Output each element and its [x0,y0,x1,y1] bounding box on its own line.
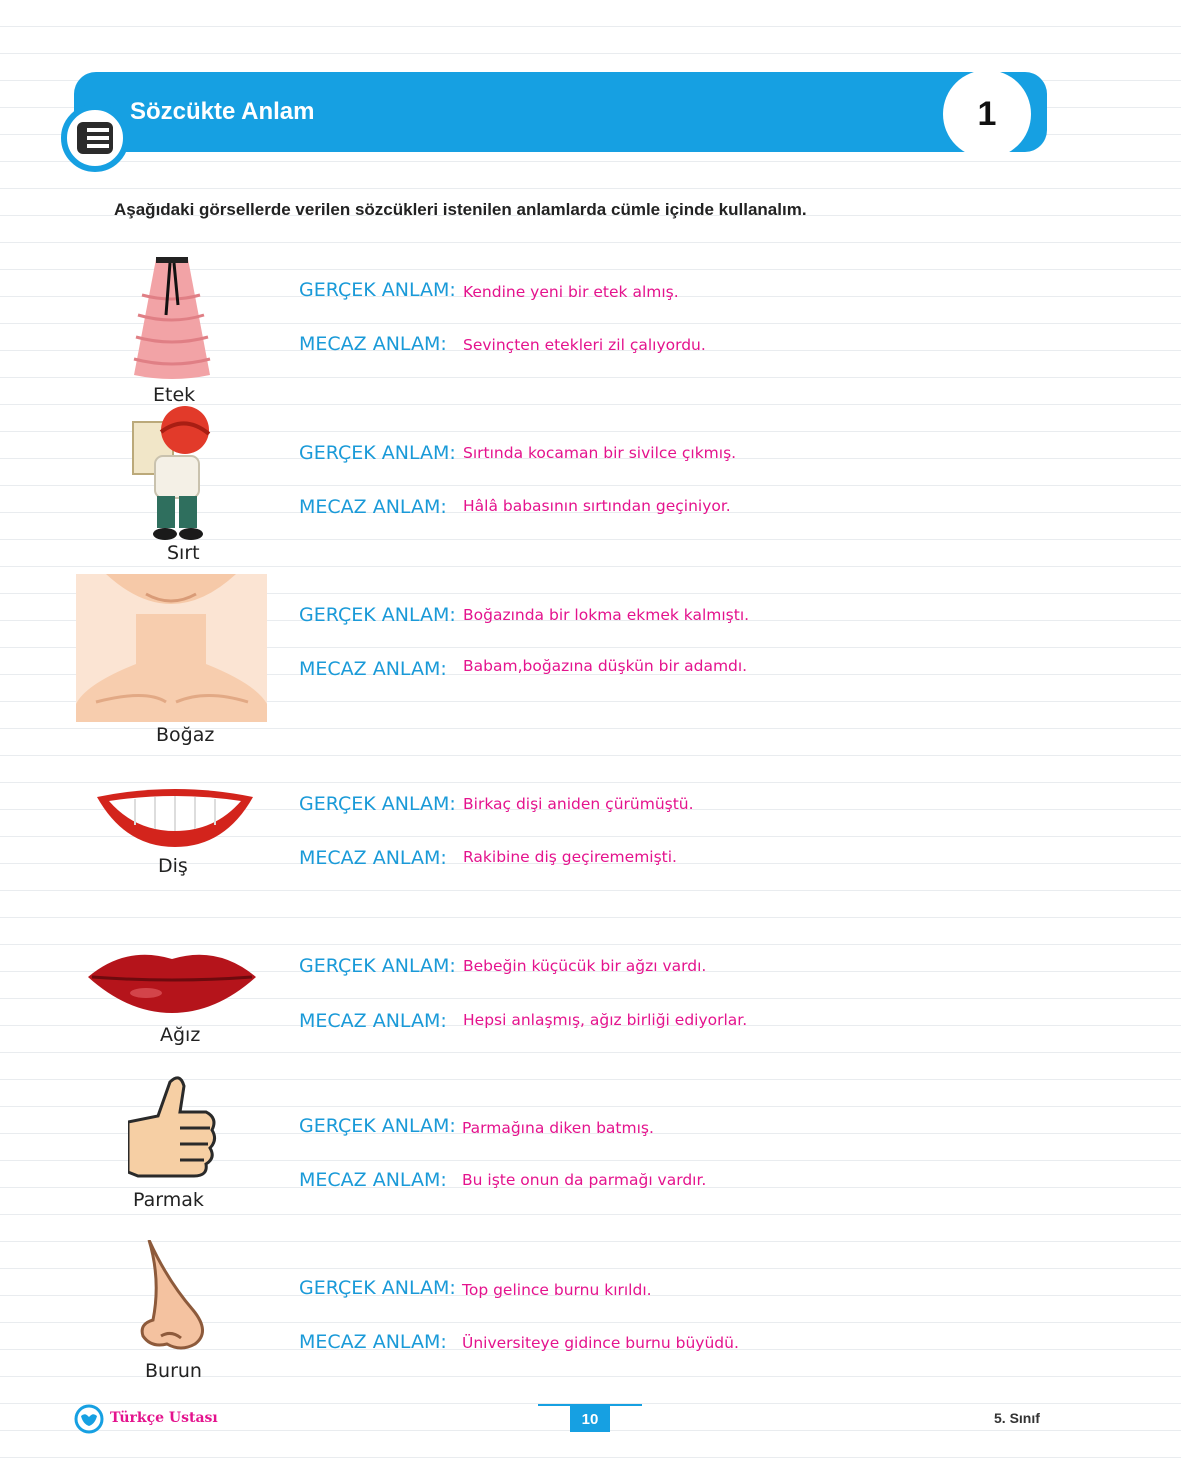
literal-label: GERÇEK ANLAM: [299,1115,456,1137]
figurative-label: MECAZ ANLAM: [299,333,447,355]
literal-answer: Top gelince burnu kırıldı. [462,1281,652,1299]
literal-label: GERÇEK ANLAM: [299,279,456,301]
figurative-answer: Üniversiteye gidince burnu büyüdü. [462,1334,739,1352]
literal-label: GERÇEK ANLAM: [299,604,456,626]
figurative-answer: Sevinçten etekleri zil çalıyordu. [463,336,706,354]
figurative-label: MECAZ ANLAM: [299,1010,447,1032]
page-title: Sözcükte Anlam [130,98,315,125]
figurative-answer: Rakibine diş geçirememişti. [463,848,677,866]
figurative-label: MECAZ ANLAM: [299,1331,447,1353]
thumb-icon [128,1072,218,1180]
word-label: Boğaz [156,724,215,746]
literal-answer: Parmağına diken batmış. [462,1119,654,1137]
word-label: Burun [145,1360,202,1382]
word-label: Sırt [167,542,200,564]
literal-label: GERÇEK ANLAM: [299,1277,456,1299]
section-number-badge: 1 [943,70,1031,158]
figurative-label: MECAZ ANLAM: [299,847,447,869]
teeth-icon [95,785,255,847]
literal-answer: Birkaç dişi aniden çürümüştü. [463,795,694,813]
figurative-label: MECAZ ANLAM: [299,496,447,518]
nose-icon [137,1240,209,1352]
figurative-answer: Bu işte onun da parmağı vardır. [462,1171,707,1189]
figurative-label: MECAZ ANLAM: [299,1169,447,1191]
literal-answer: Sırtında kocaman bir sivilce çıkmış. [463,444,737,462]
literal-answer: Boğazında bir lokma ekmek kalmıştı. [463,606,750,624]
word-label: Parmak [133,1189,204,1211]
figurative-answer: Hepsi anlaşmış, ağız birliği ediyorlar. [463,1011,748,1029]
neck-icon [76,574,267,722]
figurative-answer: Babam,boğazına düşkün bir adamdı. [463,657,748,675]
boy-back-icon [125,404,215,544]
literal-label: GERÇEK ANLAM: [299,955,456,977]
lips-icon [86,943,258,1013]
instruction-text: Aşağıdaki görsellerde verilen sözcükleri istenilen anlamlarda cümle içinde kullanalım. [114,200,807,219]
word-label: Etek [153,384,196,406]
literal-label: GERÇEK ANLAM: [299,793,456,815]
figurative-answer: Hâlâ babasının sırtından geçiniyor. [463,497,731,515]
word-label: Ağız [160,1024,201,1046]
grade-label: 5. Sınıf [994,1410,1040,1426]
brand-name: Türkçe Ustası [110,1410,218,1426]
literal-answer: Kendine yeni bir etek almış. [463,283,679,301]
literal-label: GERÇEK ANLAM: [299,442,456,464]
figurative-label: MECAZ ANLAM: [299,658,447,680]
skirt-icon [130,255,214,380]
literal-answer: Bebeğin küçücük bir ağzı vardı. [463,957,707,975]
brand-logo-icon [74,1404,104,1438]
book-icon [61,104,129,172]
word-label: Diş [158,855,188,877]
page-number: 10 [570,1406,610,1432]
